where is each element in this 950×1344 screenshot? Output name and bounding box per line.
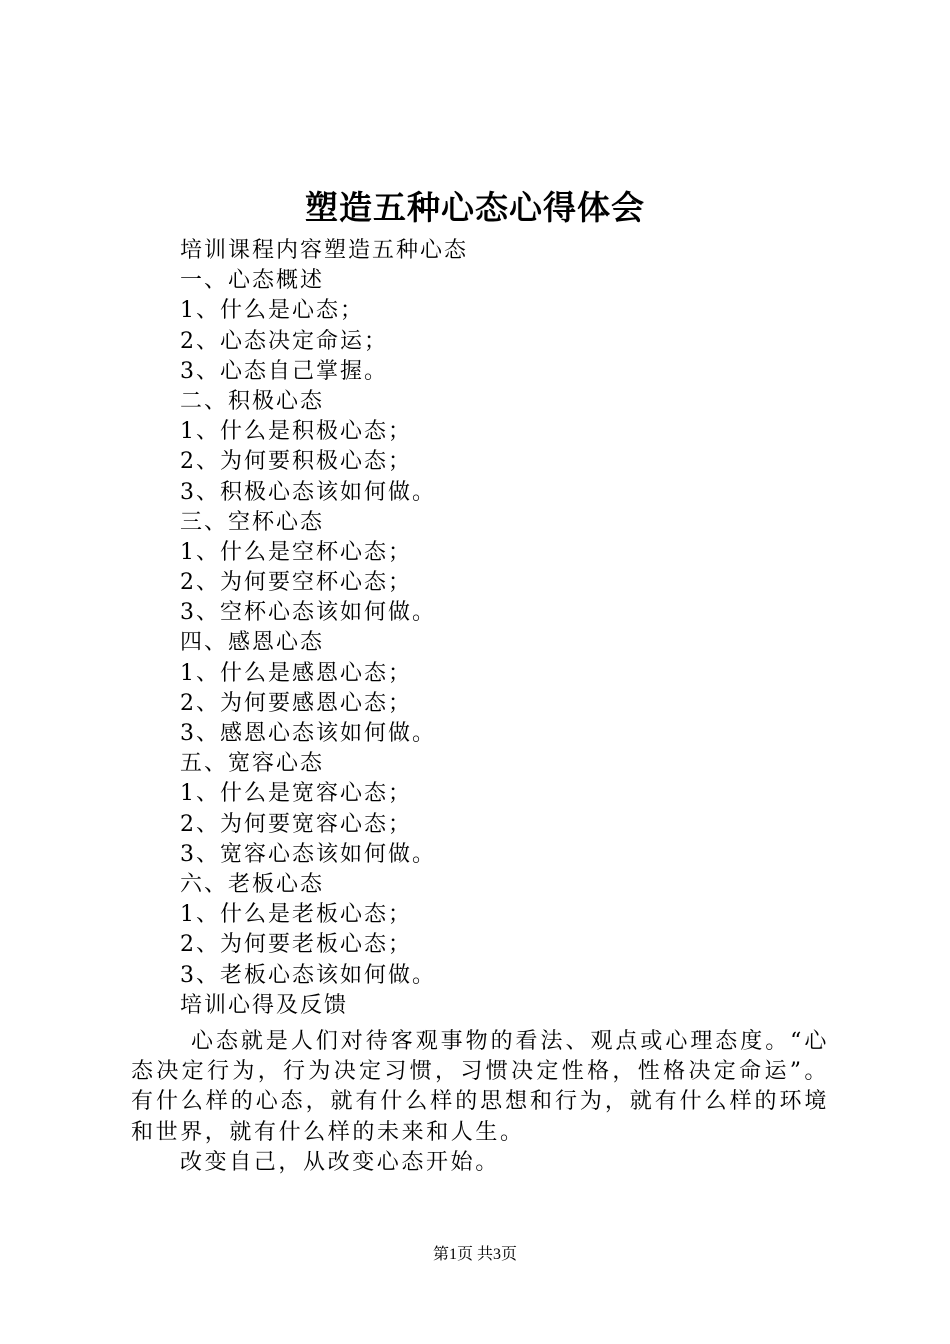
outline-line: 2、心态决定命运；: [180, 328, 388, 354]
outline-line: 六、老板心态: [180, 871, 325, 897]
outline-line: 3、心态自己掌握。: [180, 358, 388, 384]
body-paragraph: 心态就是人们对待客观事物的看法、观点或心理态度。“心态决定行为，行为决定习惯，习惯决定性格，性格决定命运”。有什么样的心态，就有什么样的思想和行为，就有什么样的环境和世界，就有什么样的未来和人生。: [131, 1029, 829, 1145]
outline-line: 2、为何要宽容心态；: [180, 811, 412, 837]
outline-line: 1、什么是空杯心态；: [180, 539, 412, 565]
outline-line: 2、为何要感恩心态；: [180, 690, 412, 716]
outline-line: 1、什么是感恩心态；: [180, 660, 412, 686]
outline-line: 1、什么是心态；: [180, 298, 364, 324]
outline-line: 3、积极心态该如何做。: [180, 479, 436, 505]
outline-line: 3、空杯心态该如何做。: [180, 600, 436, 626]
outline-line: 2、为何要空杯心态；: [180, 570, 412, 596]
outline-line: 培训心得及反馈: [180, 992, 349, 1018]
outline-line: 1、什么是宽容心态；: [180, 781, 412, 807]
outline-line: 3、宽容心态该如何做。: [180, 841, 436, 867]
outline-line: 四、感恩心态: [180, 630, 325, 656]
outline-line: 一、心态概述: [180, 268, 325, 294]
outline-line: 2、为何要积极心态；: [180, 449, 412, 475]
outline-list: [180, 236, 840, 1021]
outline-line: 3、感恩心态该如何做。: [180, 721, 436, 746]
document-title: 塑造五种心态心得体会: [305, 188, 645, 227]
outline-line: 1、什么是老板心态；: [180, 902, 412, 928]
page-footer: 第1页 共3页: [432, 1246, 517, 1263]
outline-line: 3、老板心态该如何做。: [180, 962, 436, 988]
outline-line: 2、为何要老板心态；: [180, 932, 412, 958]
body-text: [131, 1027, 829, 1178]
outline-line: 五、宽容心态: [180, 751, 325, 777]
outline-line: 三、空杯心态: [180, 509, 325, 535]
outline-line: 培训课程内容塑造五种心态: [180, 238, 469, 263]
outline-line: 二、积极心态: [180, 388, 325, 414]
body-paragraph: 改变自己，从改变心态开始。: [180, 1149, 500, 1175]
outline-line: 1、什么是积极心态；: [180, 419, 412, 445]
